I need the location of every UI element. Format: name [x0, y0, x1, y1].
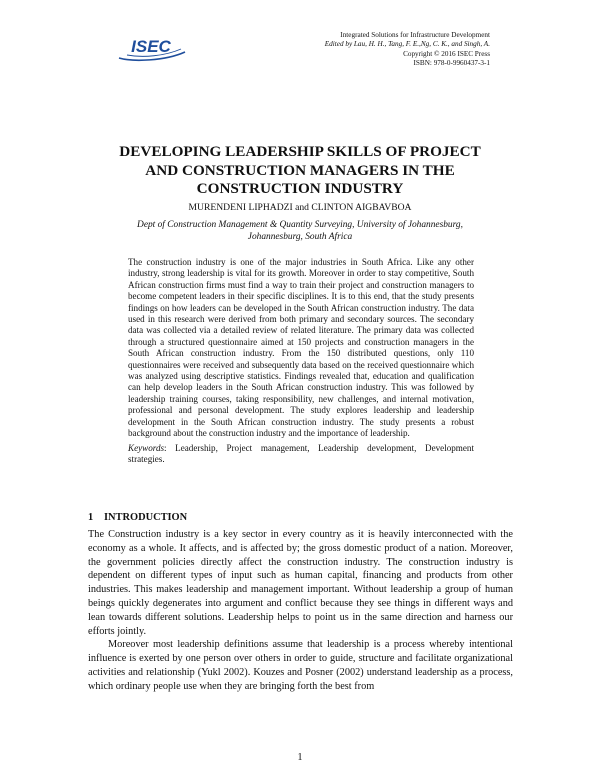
header-line: Integrated Solutions for Infrastructure Development [340, 31, 490, 39]
section-heading [88, 512, 187, 524]
section-title: INTRODUCTION [104, 512, 188, 523]
page-number: 1 [297, 752, 303, 763]
title-line: DEVELOPING LEADERSHIP SKILLS OF PROJECT [119, 143, 481, 160]
logo-text: ISEC [131, 37, 171, 56]
keywords [128, 443, 474, 466]
paper-title [100, 143, 500, 199]
header-line: ISBN: 978-0-9960437-3-1 [413, 59, 490, 68]
title-line: AND CONSTRUCTION MANAGERS IN THE [145, 161, 455, 179]
abstract [128, 257, 474, 465]
section-number: 1 [88, 512, 94, 523]
paragraph: Moreover most leadership definitions assume that leadership is a process whereby intentional influence is exerted by one person over others in order to guide, structure and facilitate organizational activities and relationship (Yukl 2002). Kouzes and Posner (2002) understand leadership as a process, which ordinary people use when they are bringing forth the best from [88, 639, 513, 692]
title-line: CONSTRUCTION INDUSTRY [196, 180, 404, 197]
keywords-label: Keywords [128, 442, 165, 453]
isec-logo [113, 34, 189, 64]
header-info [190, 31, 490, 69]
affiliation: Dept of Construction Management & Quantity Surveying, University of Johannesburg, Johannesburg, South Africa [137, 220, 463, 243]
header-line: Copyright © 2016 ISEC Press [403, 49, 490, 58]
header-line: Edited by Lau, H. H., Tang, F. E.,Ng, C. K., and Singh, A. [324, 40, 490, 49]
abstract-text: The construction industry is one of the major industries in South Africa. Like any other industry, strong leadership is vital for its growth. Moreover in order to stay competitive, South African construction firms must find a way to train their project and construction managers to become competent leaders in their specific disciplines. It is to this end, that the study presents findings on how leaders can be developed in the South African construction industry. The data used in this research were derived from both primary and secondary sources. The secondary data was collected via a detailed review of related literature. The primary data was collected through a structured questionnaire aimed at 150 projects and construction managers in the South African construction industry. From the 150 distributed questions, only 110 questionnaires were received and subsequently data based on the received questionnaire which was analyzed using descriptive statistics. Findings revealed that, education and qualification can help develop leaders in the South African construction industry. This was followed by leadership training courses, taking responsibility, new challenges, and internal motivation, professional and personal development. The study explores leadership and leadership development in the South African construction industry. The study presents a robust background about the construction industry and the importance of leadership. [128, 257, 474, 439]
keywords-text: : Leadership, Project management, Leadership development, Development strategies. [128, 442, 474, 464]
body-text [88, 528, 513, 694]
paragraph: The Construction industry is a key sector in every country as it is heavily interconnected with the economy as a whole. It affects, and is affected by; the gross domestic product of a nation. Moreover, the government policies directly affect the construction industry. The construction industry is dependent on different types of input such as human capital, financing and products from other industries. This makes leadership and management important. Without leadership a group of human beings quickly degenerates into argument and conflict because they see things in different ways and lean towards different solutions. Leadership helps to point us in the same direction and harness our efforts jointly. [88, 529, 513, 637]
isec-logo-icon [113, 34, 189, 64]
authors: MURENDENI LIPHADZI and CLINTON AIGBAVBOA [188, 202, 412, 213]
